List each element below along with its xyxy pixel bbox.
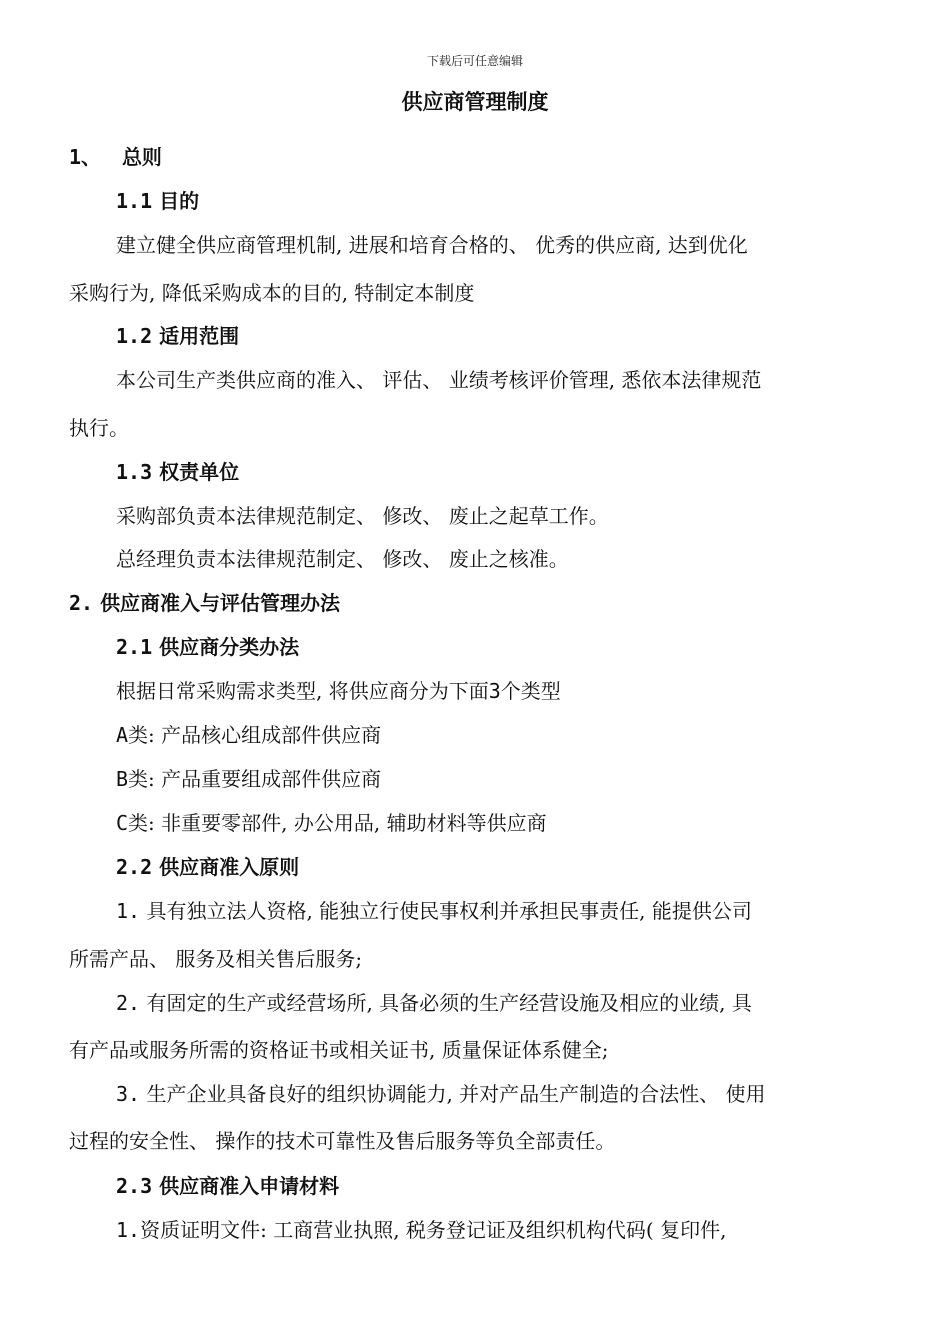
item-text: 生产企业具备良好的组织协调能力, 并对产品生产制造的合法性、 使用 xyxy=(146,1082,766,1106)
list-item-line xyxy=(116,990,752,1016)
category-text: 类: 产品核心组成部件供应商 xyxy=(128,723,382,747)
section-title: 供应商准入与评估管理办法 xyxy=(100,591,341,615)
count-number: 3 xyxy=(488,679,501,703)
category-label: C xyxy=(116,811,129,835)
list-item-line xyxy=(116,1217,726,1243)
paragraph-line: 本公司生产类供应商的准入、 评估、 业绩考核评价管理, 悉依本法律规范 xyxy=(116,368,762,392)
paragraph-line xyxy=(116,232,868,258)
list-item-line xyxy=(116,1081,766,1107)
category-c-line xyxy=(116,810,547,836)
item-text: 有固定的生产或经营场所, 具备必须的生产经营设施及相应的业绩, 具 xyxy=(146,991,752,1015)
paragraph-line xyxy=(116,678,561,704)
section-2-heading xyxy=(69,590,340,616)
subsection-1-1-heading xyxy=(116,188,199,214)
subsection-1-3-heading xyxy=(116,459,239,485)
subsection-title: 供应商准入申请材料 xyxy=(159,1174,340,1198)
subsection-number: 1.2 xyxy=(116,324,153,348)
paragraph-text: 建立健全供应商管理机制, 进展和培育合格的、 优秀的供应商, 达到优化 xyxy=(116,233,748,257)
paragraph-line: 采购行为, 降低采购成本的目的, 特制定本制度 xyxy=(69,281,475,305)
subsection-number: 2.2 xyxy=(116,855,153,879)
subsection-title: 目的 xyxy=(159,189,200,213)
paragraph-text: 个类型 xyxy=(500,679,561,703)
subsection-title: 适用范围 xyxy=(159,324,240,348)
header-note: 下载后可任意编辑 xyxy=(426,54,523,68)
category-b-line xyxy=(116,766,381,792)
paragraph-text: 根据日常采购需求类型, 将供应商分为下面 xyxy=(116,679,489,703)
item-number: 1. xyxy=(116,1218,141,1242)
category-label: A xyxy=(116,723,129,747)
section-number: 2. xyxy=(69,591,94,615)
section-number: 1、 xyxy=(69,145,102,169)
category-label: B xyxy=(116,767,129,791)
item-number: 1. xyxy=(116,899,141,923)
list-item-line: 有产品或服务所需的资格证书或相关证书, 质量保证体系健全; xyxy=(69,1038,609,1062)
subsection-2-3-heading xyxy=(116,1173,339,1199)
item-number: 2. xyxy=(116,991,141,1015)
paragraph-line: 执行。 xyxy=(69,416,129,440)
category-text: 类: 产品重要组成部件供应商 xyxy=(128,767,382,791)
list-item-line: 所需产品、 服务及相关售后服务; xyxy=(69,947,363,971)
category-text: 类: 非重要零部件, 办公用品, 辅助材料等供应商 xyxy=(128,811,547,835)
section-1-heading xyxy=(69,144,162,170)
subsection-number: 1.3 xyxy=(116,460,153,484)
item-number: 3. xyxy=(116,1082,141,1106)
subsection-2-2-heading xyxy=(116,854,299,880)
subsection-2-1-heading xyxy=(116,634,299,660)
paragraph-line: 采购部负责本法律规范制定、 修改、 废止之起草工作。 xyxy=(116,504,609,528)
subsection-number: 1.1 xyxy=(116,189,153,213)
list-item-line xyxy=(116,898,752,924)
subsection-number: 2.1 xyxy=(116,635,153,659)
subsection-number: 2.3 xyxy=(116,1174,153,1198)
item-text: 具有独立法人资格, 能独立行使民事权利并承担民事责任, 能提供公司 xyxy=(146,899,752,923)
subsection-title: 权责单位 xyxy=(159,460,240,484)
subsection-title: 供应商准入原则 xyxy=(159,855,300,879)
paragraph-line: 总经理负责本法律规范制定、 修改、 废止之核准。 xyxy=(116,547,569,571)
category-a-line xyxy=(116,722,381,748)
item-text: 资质证明文件: 工商营业执照, 税务登记证及组织机构代码( 复印件, xyxy=(140,1218,727,1242)
document-title: 供应商管理制度 xyxy=(401,90,549,114)
subsection-title: 供应商分类办法 xyxy=(159,635,300,659)
list-item-line: 过程的安全性、 操作的技术可靠性及售后服务等负全部责任。 xyxy=(69,1129,616,1153)
subsection-1-2-heading xyxy=(116,323,239,349)
section-title: 总则 xyxy=(121,145,162,169)
